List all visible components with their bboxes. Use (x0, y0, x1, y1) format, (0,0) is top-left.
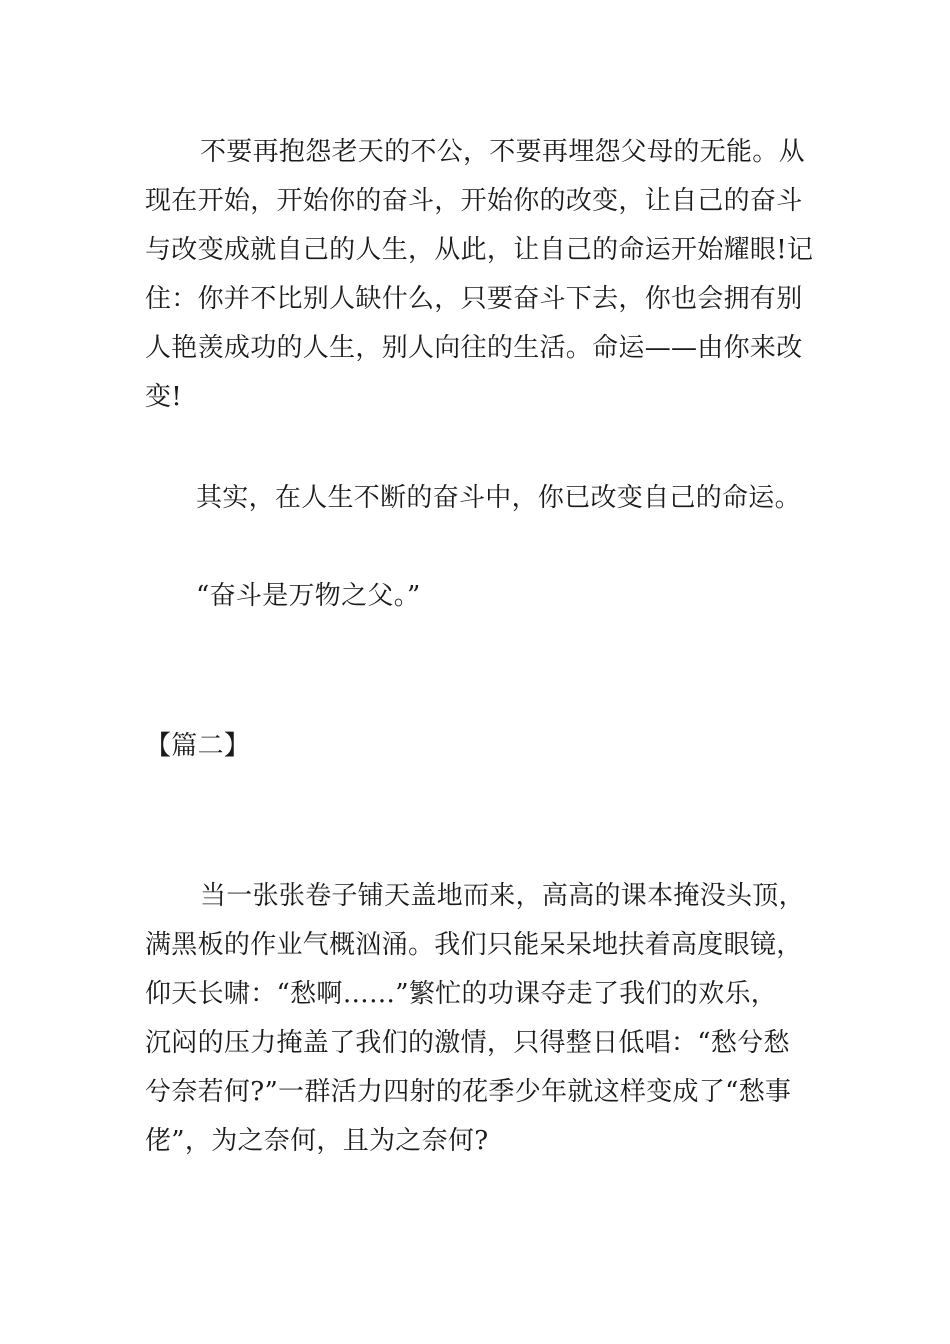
paragraph-2: 其实，在人生不断的奋斗中，你已改变自己的命运。 (196, 483, 801, 513)
paragraph-4-line-4: 沉闷的压力掩盖了我们的激情，只得整日低唱：“愁兮愁 (145, 1028, 790, 1058)
paragraph-4-line-5: 兮奈若何?”一群活力四射的花季少年就这样变成了“愁事 (145, 1077, 792, 1107)
paragraph-4-line-2: 满黑板的作业气概汹涌。我们只能呆呆地扶着高度眼镜， (145, 930, 803, 960)
paragraph-4-line-3: 仰天长啸：“愁啊……”繁忙的功课夺走了我们的欢乐， (145, 979, 778, 1009)
paragraph-1-line-4: 住：你并不比别人缺什么，只要奋斗下去，你也会拥有别 (145, 284, 803, 314)
paragraph-3-quote: “奋斗是万物之父。” (196, 581, 421, 611)
paragraph-1-line-5: 人艳羡成功的人生，别人向往的生活。命运——由你来改 (145, 333, 803, 363)
paragraph-4-line-6: 佬”，为之奈何，且为之奈何? (145, 1126, 489, 1156)
paragraph-1-line-2: 现在开始，开始你的奋斗，开始你的改变，让自己的奋斗 (145, 186, 803, 216)
paragraph-4-line-1: 当一张张卷子铺天盖地而来，高高的课本掩没头顶， (200, 881, 805, 911)
paragraph-1-line-6: 变! (145, 382, 183, 412)
paragraph-1-line-3: 与改变成就自己的人生，从此，让自己的命运开始耀眼!记 (145, 235, 814, 265)
paragraph-1-line-1: 不要再抱怨老天的不公，不要再埋怨父母的无能。从 (200, 137, 805, 167)
section-heading: 【篇二】 (145, 731, 251, 761)
